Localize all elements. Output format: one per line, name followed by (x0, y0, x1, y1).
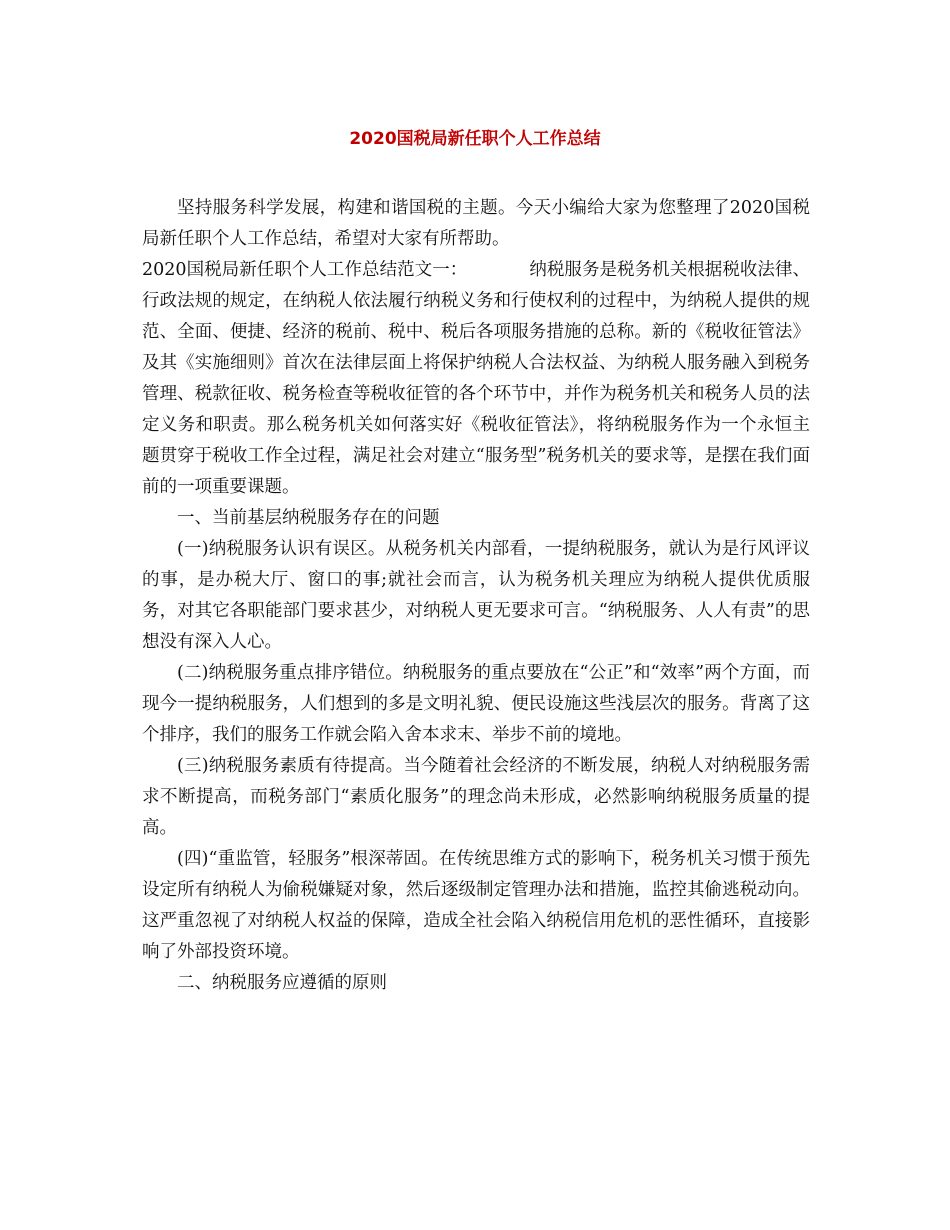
section-heading-2: 二、纳税服务应遵循的原则 (177, 973, 387, 993)
document-body (142, 193, 810, 999)
sample-body: 纳税服务是税务机关根据税收法律、行政法规的规定，在纳税人依法履行纳税义务和行使权利的过程中，为纳税人提供的规范、全面、便捷、经济的税前、税中、税后各项服务措施的总称。新的《税收征管法》及其《实施细则》首次在法律层面上将保护纳税人合法权益、为纳税人服务融入到税务管理、税款征收、税务检查等税收征管的各个环节中，并作为税务机关和税务人员的法定义务和职责。那么税务机关如何落实好《税收征管法》，将纳税服务作为一个永恒主题贯穿于税收工作全过程，满足社会对建立“服务型”税务机关的要求等，是摆在我们面前的一项重要课题。 (142, 260, 811, 497)
list-item-2: (二)纳税服务重点排序错位。纳税服务的重点要放在“公正”和“效率”两个方面，而现今一提纳税服务，人们想到的多是文明礼貌、便民设施这些浅层次的服务。背离了这个排序，我们的服务工作就会陷入舍本求末、举步不前的境地。 (142, 663, 810, 745)
list-item-3: (三)纳税服务素质有待提高。当今随着社会经济的不断发展，纳税人对纳税服务需求不断提高，而税务部门“素质化服务”的理念尚未形成，必然影响纳税服务质量的提高。 (142, 756, 810, 838)
intro-paragraph: 坚持服务科学发展，构建和谐国税的主题。今天小编给大家为您整理了2020国税局新任职个人工作总结，希望对大家有所帮助。 (142, 198, 810, 249)
list-item-1: (一)纳税服务认识有误区。从税务机关内部看，一提纳税服务，就认为是行风评议的事，是办税大厅、窗口的事;就社会而言，认为税务机关理应为纳税人提供优质服务，对其它各职能部门要求甚少，对纳税人更无要求可言。“纳税服务、人人有责”的思想没有深入人心。 (142, 539, 810, 652)
sample-heading: 2020国税局新任职个人工作总结范文一： (142, 260, 468, 280)
document-title: 2020国税局新任职个人工作总结 (349, 129, 601, 149)
list-item-4: (四)“重监管，轻服务”根深蒂固。在传统思维方式的影响下，税务机关习惯于预先设定所有纳税人为偷税嫌疑对象，然后逐级制定管理办法和措施，监控其偷逃税动向。这严重忽视了对纳税人权益的保障，造成全社会陷入纳税信用危机的恶性循环，直接影响了外部投资环境。 (142, 849, 810, 962)
sample-paragraph (142, 255, 810, 503)
section-heading-1: 一、当前基层纳税服务存在的问题 (177, 508, 440, 528)
